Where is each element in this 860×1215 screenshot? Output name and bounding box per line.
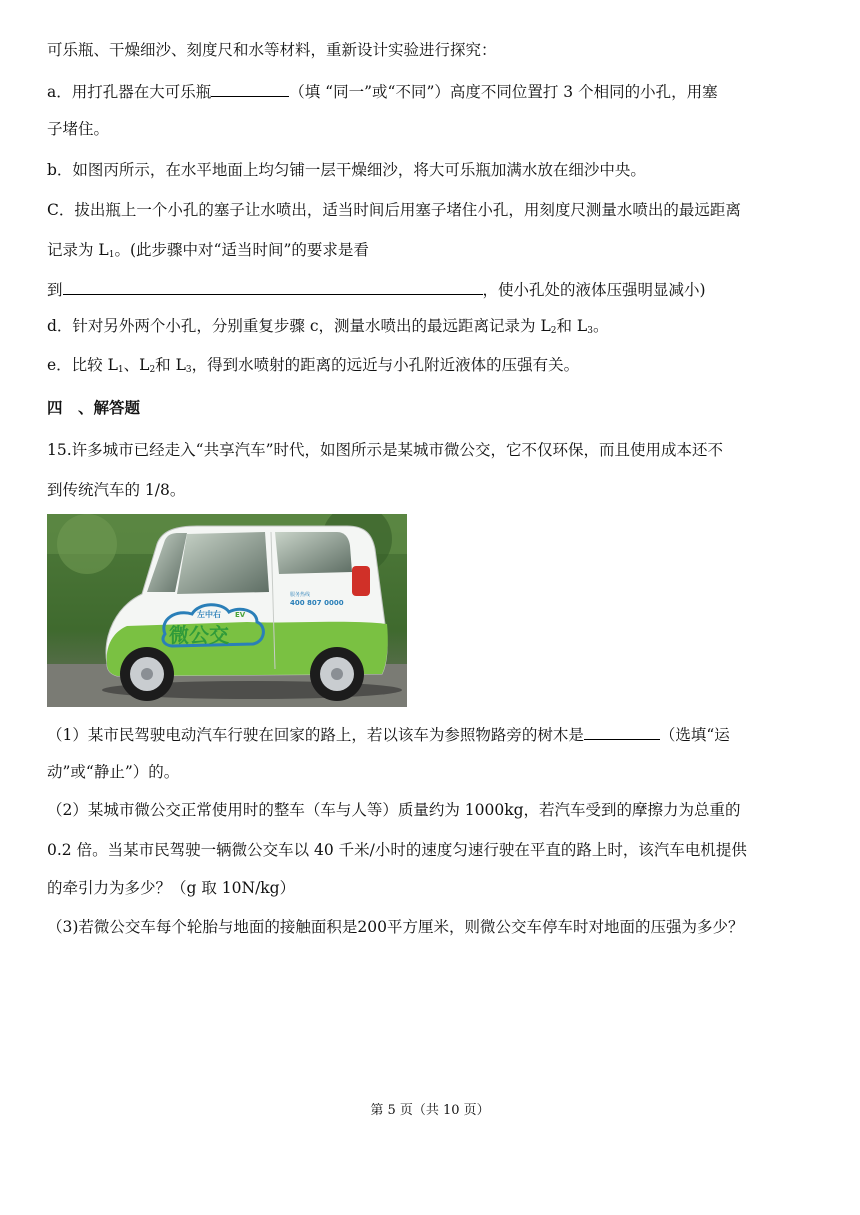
text: （选填“运 [659, 726, 730, 744]
text-line: 子堵住。 [47, 120, 110, 138]
text-line: 到传统汽车的 1/8。 [47, 481, 186, 499]
text: 和 L [155, 356, 186, 374]
text: a．用打孔器在大可乐瓶 [47, 83, 212, 101]
text-line: 的牵引力为多少？（g 取 10N/kg） [47, 879, 296, 897]
answer-blank[interactable] [584, 723, 660, 740]
step-d [47, 316, 608, 341]
text-line: 0.2 倍。当某市民驾驶一辆微公交车以 40 千米/小时的速度匀速行驶在平直的路上时，该汽车电机提供 [47, 841, 747, 859]
step-b: b．如图丙所示，在水平地面上均匀铺一层干燥细沙，将大可乐瓶加满水放在细沙中央。 [47, 161, 646, 179]
hotline-number: 400 807 0000 [290, 599, 344, 607]
text: （填 “同一”或“不同”）高度不同位置打 3 个相同的小孔，用塞 [289, 83, 718, 101]
step-e [47, 355, 579, 380]
step-a [47, 80, 718, 102]
logo-main-text: 微公交 [169, 623, 229, 647]
text: 记录为 L [47, 241, 109, 259]
text: 。 [592, 317, 609, 335]
text: （1）某市民驾驶电动汽车行驶在回家的路上，若以该车为参照物路旁的树木是 [47, 726, 584, 744]
subscript: 2 [550, 326, 557, 336]
subscript: 3 [587, 326, 593, 336]
logo-sub-text: 左中右 [197, 610, 221, 619]
subscript: 1 [108, 250, 115, 260]
subscript: 3 [185, 365, 192, 375]
text: 到 [47, 281, 63, 299]
question-15: 15.许多城市已经走入“共享汽车”时代，如图所示是某城市微公交，它不仅环保，而且使用成本还不 [47, 441, 724, 459]
logo-ev-text: EV [235, 611, 246, 619]
sub-question-3: （3)若微公交车每个轮胎与地面的接触面积是200平方厘米，则微公交车停车时对地面的压强为多少？ [47, 918, 744, 936]
answer-blank[interactable] [63, 278, 483, 295]
sub-question-1 [47, 723, 730, 745]
text-line [47, 278, 706, 300]
step-c: C．拔出瓶上一个小孔的塞子让水喷出，适当时间后用塞子堵住小孔，用刻度尺测量水喷出的最远距离 [47, 201, 741, 219]
text-line: 可乐瓶、干燥细沙、刻度尺和水等材料，重新设计实验进行探究： [47, 41, 497, 59]
text: 和 L [556, 317, 588, 335]
text-line [47, 240, 369, 265]
subscript: 1 [117, 365, 124, 375]
text: ，使小孔处的液体压强明显减小) [482, 281, 706, 299]
hotline-label: 服务热线 [290, 592, 311, 598]
answer-blank[interactable] [211, 80, 289, 97]
car-photo [47, 514, 407, 707]
page-footer: 第 5 页（共 10 页） [370, 1103, 490, 1118]
text: d．针对另外两个小孔，分别重复步骤 c，测量水喷出的最远距离记录为 L [47, 317, 551, 335]
section-heading: 四 、解答题 [47, 399, 141, 417]
text-line: 动”或“静止”）的。 [47, 763, 180, 781]
text: 。(此步骤中对“适当时间”的要求是看 [114, 241, 369, 259]
sub-question-2: （2）某城市微公交正常使用时的整车（车与人等）质量约为 1000kg，若汽车受到的摩擦力为总重的 [47, 801, 741, 819]
subscript: 2 [149, 365, 156, 375]
text: e．比较 L [47, 356, 118, 374]
text: 、L [123, 356, 150, 374]
text: ，得到水喷射的距离的远近与小孔附近液体的压强有关。 [191, 356, 580, 374]
